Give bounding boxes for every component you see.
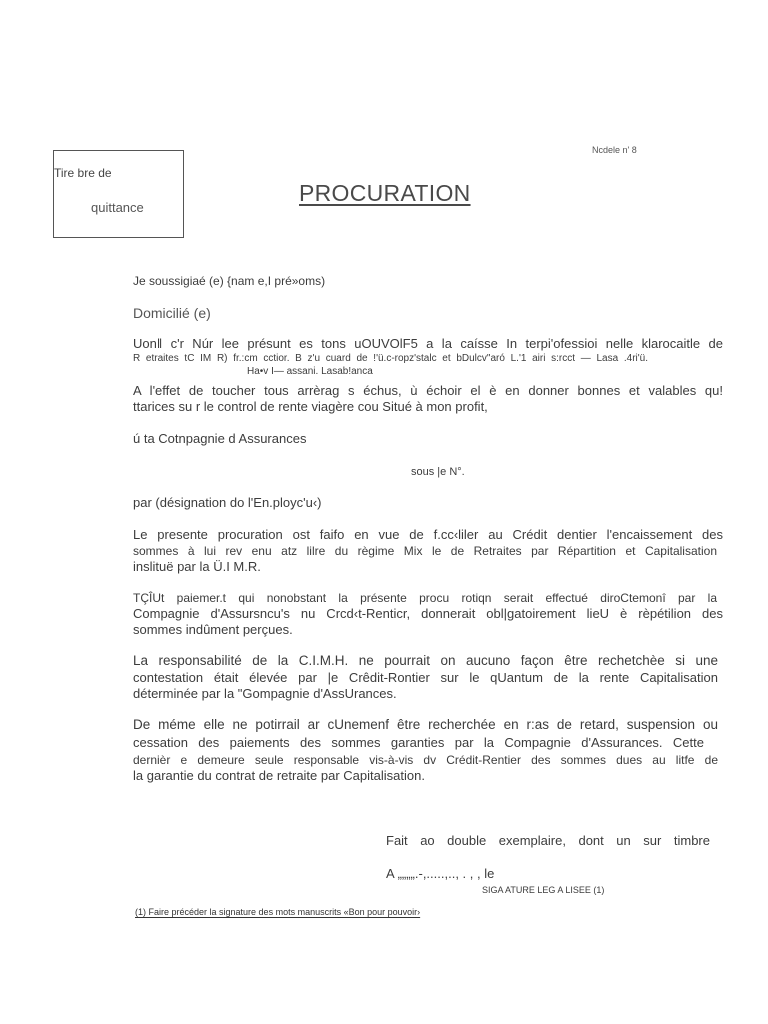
domicile-field: Domicilié (e)	[133, 305, 211, 321]
effect-line2: ttarices su r le control de rente viagère cou Situé à mon profit,	[133, 399, 488, 414]
model-number: Ncdele n' 8	[592, 145, 637, 155]
footnote: (1) Faire précéder la signature des mots manuscrits «Bon pour pouvoir›	[135, 907, 421, 917]
responsibility-para-line2: contestation était élevée par |e Crêdit-Rontier sur le qUantum de la rente Capitalisation	[133, 670, 718, 685]
responsibility-para-line1: La responsabilité de la C.I.M.H. ne pourrait on aucuno façon être rechetchèe si une	[133, 653, 718, 668]
intro-line2: R etraites tC IM R) fr.:cm cctior. B z'u cuard de !'ü.c-ropz'stalc et bDulcv"aró L.'1 airi s:rcct — Lasa .4ri'ü.	[133, 353, 648, 364]
undersigned-field: Je soussigiaé (e) {nam e,I pré»oms)	[133, 274, 326, 288]
intro-line1: Uon‖ c'r Núr lee présunt es tons uOUVOlF5 a la caísse In terpi'ofessioi nelle klarocaitle de	[133, 336, 723, 351]
delay-para-line4: la garantie du contrat de retraite par Capitalisation.	[133, 768, 425, 783]
credit-para-line1: Le presente procuration ost faifo en vue de f.cc‹liler au Crédit dentier l'encaissement des	[133, 527, 723, 542]
employer-line: par (désignation do l'En.ployc'u‹)	[133, 495, 322, 510]
intro-line3: Ha•v I— assani. Lasab!anca	[247, 366, 373, 377]
stamp-label-line2: quittance	[91, 200, 144, 215]
responsibility-para-line3: déterminée par la "Gompagnie d'AssUrances.	[133, 686, 397, 701]
delay-para-line2: cessation des paiements des sommes garanties par la Compagnie d'Assurances. Cette	[133, 735, 704, 750]
credit-para-line3: inslituë par la Ü.I M.R.	[133, 559, 261, 574]
delay-para-line1: De méme elle ne potirrail ar cUnemenf être recherchée en r:as de retard, suspension ou	[133, 717, 718, 732]
document-title	[299, 180, 471, 207]
place-date-line: A „„„„.-,.....,.., . , , le	[386, 866, 495, 881]
signature-label: SIGA ATURE LEG A LISEE (1)	[482, 885, 605, 895]
document-title-text: PROCURATION	[299, 180, 471, 206]
stamp-box	[53, 150, 184, 238]
duplicate-statement: Fait ao double exemplaire, dont un sur timbre	[386, 833, 710, 848]
delay-para-line3: dernièr e demeure seule responsable vis-à-vis dv Crédit-Rentier des sommes dues au litfe de	[133, 753, 718, 767]
stamp-label-line1: Tire bre de	[54, 166, 112, 180]
effect-line1: A l'effet de toucher tous arrèrag s échus, ù échoir el è en donner bonnes et valables qu!	[133, 383, 723, 398]
payment-para-line3: sommes indûment perçues.	[133, 622, 293, 637]
credit-para-line2: sommes à lui rev enu atz lilre du règime Mix le de Retraites par Répartition et Capitalisation	[133, 544, 717, 558]
payment-para-line2: Compagnie d'Assursncu's nu Crcd‹t-Renticr, donnerait obl|gatoirement lieU è rèpétilion des	[133, 606, 723, 621]
company-line: ú ta Cotnpagnie d Assurances	[133, 431, 307, 446]
number-line: sous |e N°.	[411, 466, 465, 478]
payment-para-line1: TÇÎUt paiemer.t qui nonobstant la présente procu rotiqn serait effectué diroCtemonî par la	[133, 591, 717, 605]
